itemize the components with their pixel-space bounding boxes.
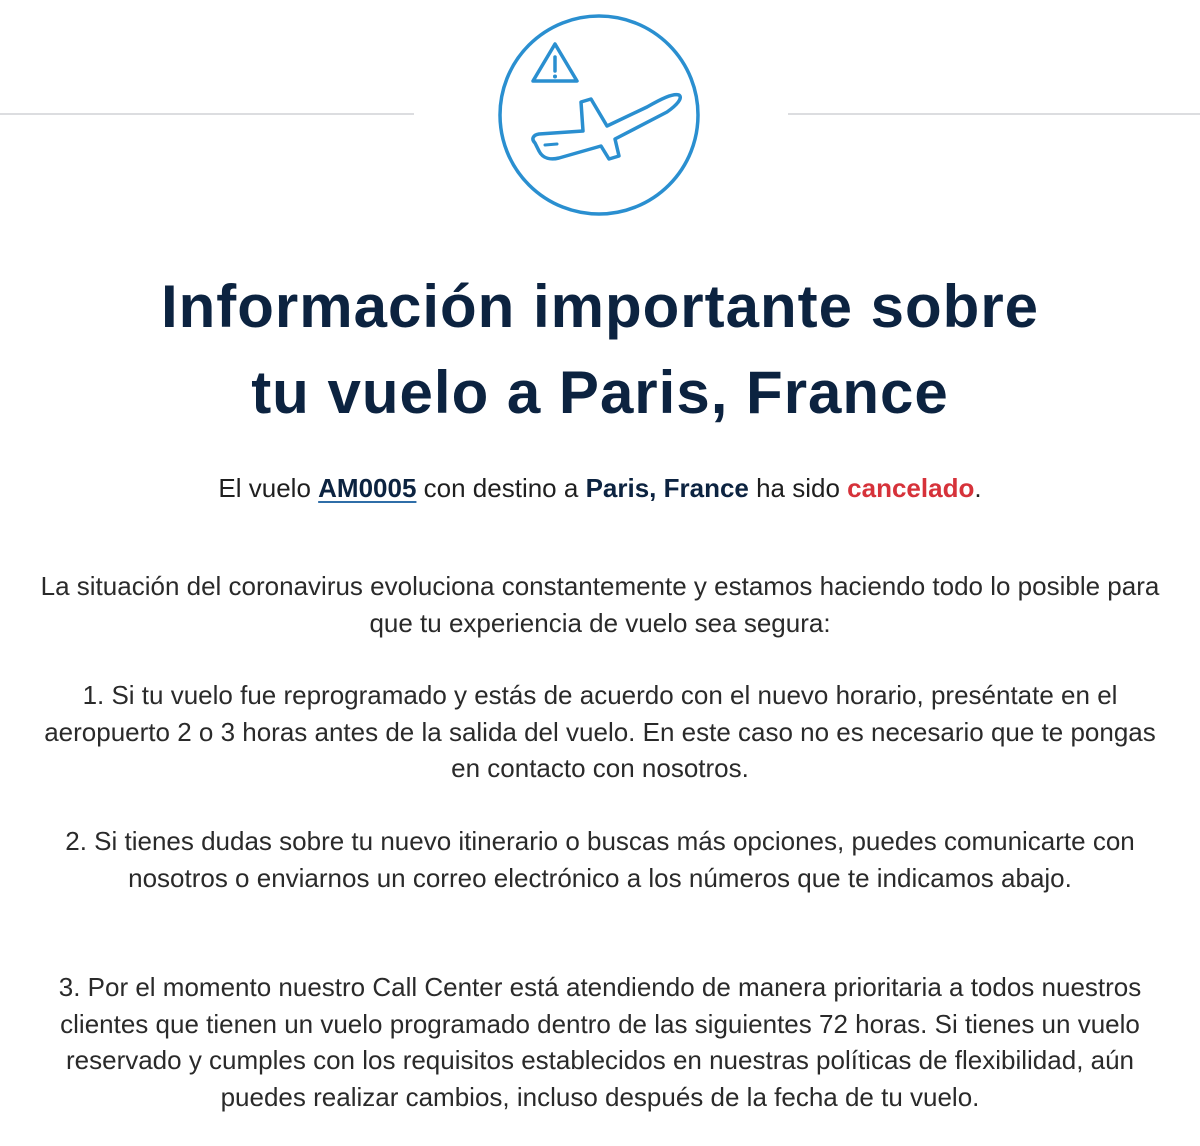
- status-badge: cancelado: [847, 473, 975, 503]
- header-divider-right: [788, 113, 1200, 115]
- page-title: [0, 264, 1200, 436]
- title-line-2: tu vuelo a Paris, France: [251, 359, 949, 426]
- email-header: [0, 0, 1200, 230]
- header-divider-left: [0, 113, 414, 115]
- plane-warning-icon: [497, 13, 701, 217]
- info-item-2: 2. Si tienes dudas sobre tu nuevo itinerario o buscas más opciones, puedes comunicarte con nosotros o enviarnos un correo electrónico a los números que te indicamos abajo.: [65, 826, 1135, 893]
- flight-number-link[interactable]: AM0005: [318, 473, 417, 503]
- flight-status-message: [0, 470, 1200, 506]
- title-line-1: Información importante sobre: [160, 273, 1040, 340]
- lead-status-prefix: ha sido: [748, 473, 848, 503]
- intro-paragraph: La situación del coronavirus evoluciona constantemente y estamos haciendo todo lo posible para que tu experiencia de vuelo sea segura:: [40, 571, 1160, 638]
- destination-text: Paris, France: [585, 473, 749, 503]
- lead-prefix: El vuelo: [218, 473, 319, 503]
- info-item-1: 1. Si tu vuelo fue reprogramado y estás de acuerdo con el nuevo horario, preséntate en el aeropuerto 2 o 3 horas antes de la salida del vuelo. En este caso no es necesario que te pongas en contacto con nosotros.: [44, 680, 1156, 783]
- info-item-3: 3. Por el momento nuestro Call Center está atendiendo de manera prioritaria a todos nuestros clientes que tienen un vuelo programado dentro de las siguientes 72 horas. Si tienes un vuelo reservado y cumples con los requisitos establecidos en nuestras políticas de flexibilidad, aún puedes realizar cambios, incluso después de la fecha de tu vuelo.: [58, 972, 1142, 1112]
- lead-suffix: .: [974, 473, 982, 503]
- lead-middle: con destino a: [416, 473, 586, 503]
